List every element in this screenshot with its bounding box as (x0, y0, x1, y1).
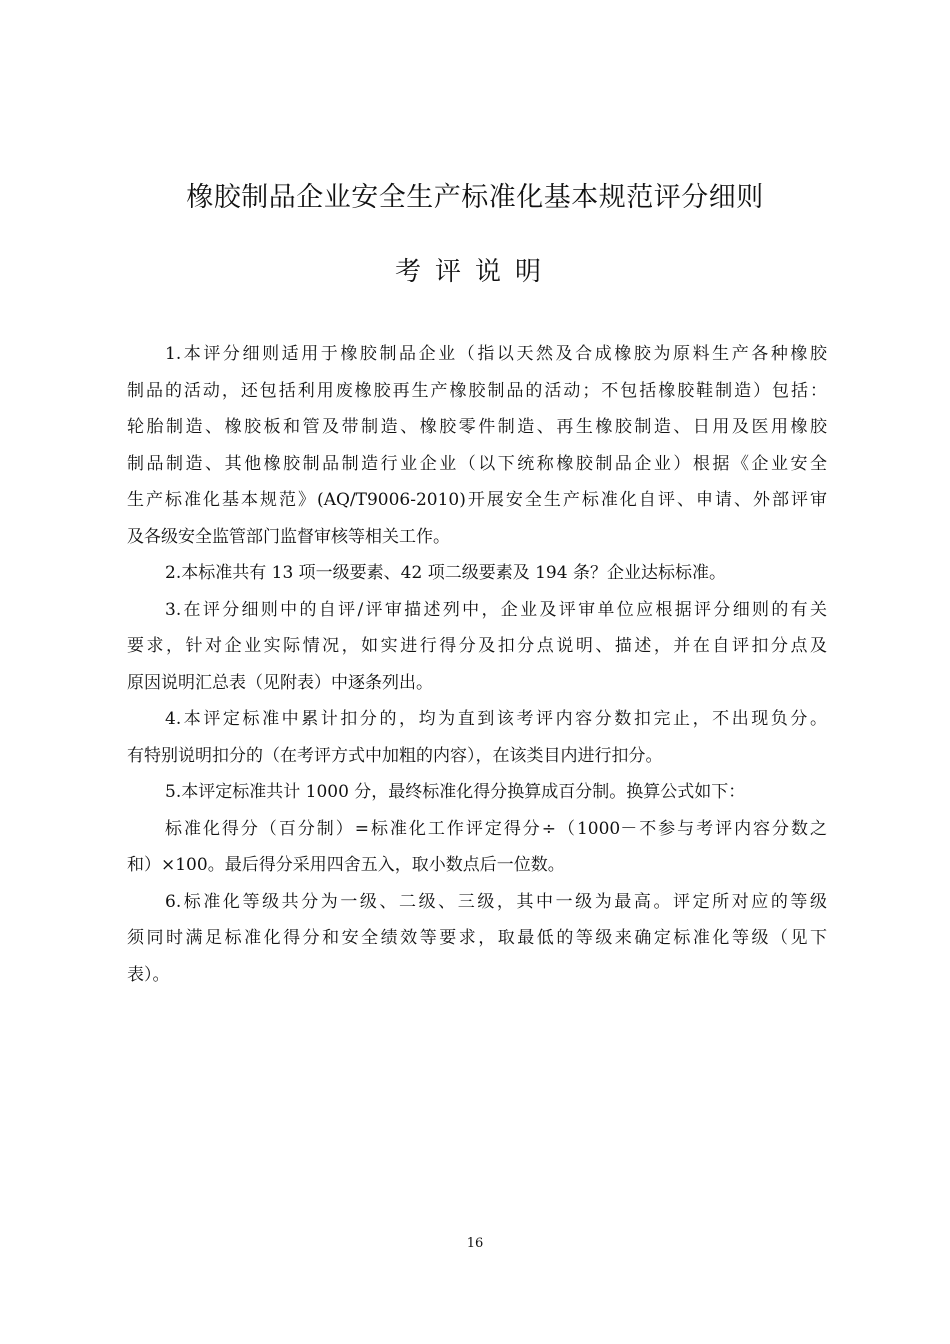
paragraph-line: 要求，针对企业实际情况，如实进行得分及扣分点说明、描述，并在自评扣分点及 (127, 636, 827, 656)
paragraph-line: 制品制造、其他橡胶制品制造行业企业（以下统称橡胶制品企业）根据《企业安全 (127, 453, 827, 474)
paragraph-formula (127, 811, 827, 884)
paragraph-4 (127, 701, 827, 774)
document-title: 橡胶制品企业安全生产标准化基本规范评分细则 (186, 182, 764, 213)
paragraph-line: 1.本评分细则适用于橡胶制品企业（指以天然及合成橡胶为原料生产各种橡胶 (165, 344, 827, 364)
paragraph-line: 制品的活动，还包括利用废橡胶再生产橡胶制品的活动；不包括橡胶鞋制造）包括： (127, 380, 827, 401)
body-text (127, 336, 827, 993)
paragraph-line: 表）。 (127, 964, 170, 985)
paragraph-line: 4.本评定标准中累计扣分的，均为直到该考评内容分数扣完止，不出现负分。 (165, 709, 827, 729)
paragraph-line: 和）×100。最后得分采用四舍五入，取小数点后一位数。 (127, 855, 565, 875)
paragraph-line: 6.标准化等级共分为一级、二级、三级，其中一级为最高。评定所对应的等级 (165, 891, 827, 912)
paragraph-line: 有特别说明扣分的（在考评方式中加粗的内容），在该类目内进行扣分。 (127, 745, 663, 766)
paragraph-line: 须同时满足标准化得分和安全绩效等要求，取最低的等级来确定标准化等级（见下 (127, 928, 827, 948)
paragraph-6 (127, 884, 827, 994)
paragraph-3 (127, 592, 827, 702)
page-number: 16 (466, 1236, 484, 1251)
paragraph-line: 标准化得分（百分制）=标准化工作评定得分÷（1000－不参与考评内容分数之 (165, 818, 827, 839)
paragraph-2 (127, 555, 827, 592)
paragraph-5 (127, 774, 827, 811)
paragraph-line: 及各级安全监管部门监督审核等相关工作。 (127, 526, 450, 547)
document-subtitle: 考评说明 (394, 257, 555, 287)
paragraph-line: 5.本评定标准共计 1000 分，最终标准化得分换算成百分制。换算公式如下： (165, 782, 746, 802)
paragraph-line: 2.本标准共有 13 项一级要素、42 项二级要素及 194 条？企业达标标准。 (165, 563, 726, 583)
paragraph-line: 3.在评分细则中的自评/评审描述列中，企业及评审单位应根据评分细则的有关 (165, 599, 827, 620)
paragraph-line: 生产标准化基本规范》(AQ/T9006-2010)开展安全生产标准化自评、申请、外部评审 (127, 490, 827, 510)
paragraph-line: 原因说明汇总表（见附表）中逐条列出。 (127, 672, 433, 693)
paragraph-line: 轮胎制造、橡胶板和管及带制造、橡胶零件制造、再生橡胶制造、日用及医用橡胶 (127, 417, 827, 437)
paragraph-1 (127, 336, 827, 555)
